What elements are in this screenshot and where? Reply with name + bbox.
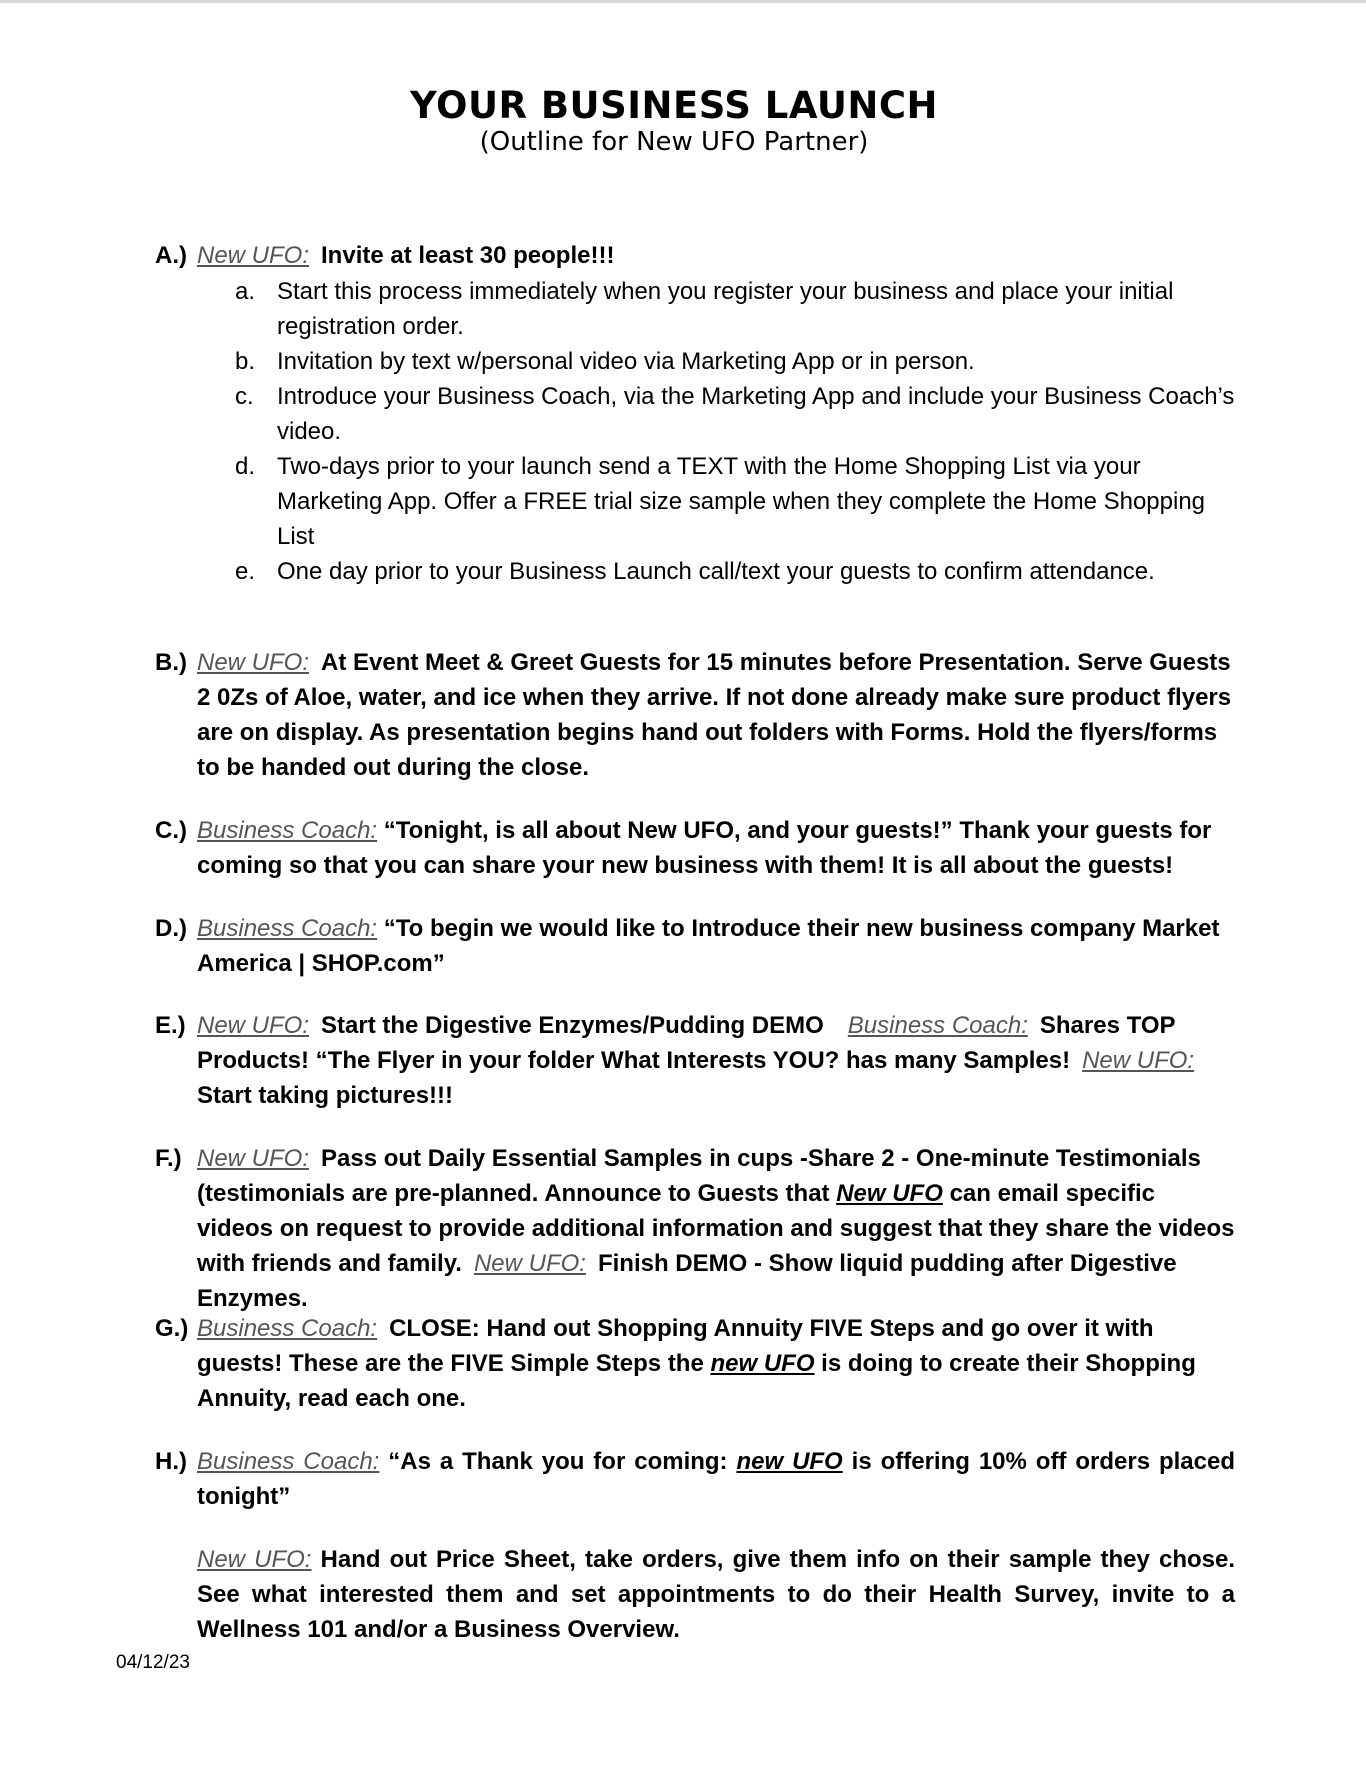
document-title: YOUR BUSINESS LAUNCH xyxy=(410,84,938,127)
role-new-ufo: New UFO: xyxy=(197,1546,312,1573)
section-text: Shares TOP Products! “The Flyer in your folder What Interests YOU? has many Samples! xyxy=(197,1012,1176,1074)
list-item-text: Invitation by text w/personal video via Marketing App or in person. xyxy=(277,348,975,375)
role-business-coach: Business Coach: xyxy=(847,1012,1028,1039)
section-h xyxy=(155,1444,1235,1647)
section-h-followup xyxy=(197,1542,1235,1647)
list-marker: d. xyxy=(235,453,256,480)
section-text: Pass out Daily Essential Samples in cups -Share 2 - One-minute Testimonials (testimonials are pre-planned. Announce to Guests that xyxy=(197,1145,1201,1207)
section-g xyxy=(155,1311,1235,1416)
section-e xyxy=(155,1008,1235,1113)
footer-date: 04/12/23 xyxy=(116,1652,190,1673)
section-label: G.) xyxy=(155,1315,189,1342)
list-marker: a. xyxy=(235,278,256,305)
list-item xyxy=(235,554,1235,589)
list-marker: e. xyxy=(235,558,256,585)
section-text: is offering 10% off orders placed tonight” xyxy=(197,1448,1235,1510)
role-new-ufo: New UFO: xyxy=(1082,1047,1195,1074)
list-marker: c. xyxy=(235,383,254,410)
list-item-text: Start this process immediately when you register your business and place your initial registration order. xyxy=(277,278,1174,340)
role-business-coach: Business Coach: xyxy=(197,915,378,942)
section-label: H.) xyxy=(155,1448,187,1475)
document-subtitle: (Outline for New UFO Partner) xyxy=(479,127,869,157)
list-item-text: Introduce your Business Coach, via the Marketing App and include your Business Coach’s video. xyxy=(277,383,1235,445)
section-text: Hand out Price Sheet, take orders, give them info on their sample they chose. See what interested them and set appointments to do their Health Survey, invite to a Wellness 101 and/or a Business Overview. xyxy=(197,1546,1236,1643)
section-text: “To begin we would like to Introduce their new business company Market America | SHOP.com” xyxy=(197,915,1220,977)
role-new-ufo: New UFO: xyxy=(197,649,310,676)
section-label: E.) xyxy=(155,1012,186,1039)
section-h-body xyxy=(197,1444,1235,1514)
section-text: CLOSE: Hand out Shopping Annuity FIVE Steps and go over it with guests! These are the FIVE Simple Steps the xyxy=(197,1315,1154,1377)
section-b xyxy=(155,645,1235,785)
section-c xyxy=(155,813,1235,883)
new-ufo-emphasis: new UFO xyxy=(710,1350,815,1377)
section-text: Finish DEMO - Show liquid pudding after Digestive Enzymes. xyxy=(197,1250,1177,1312)
role-new-ufo: New UFO: xyxy=(197,1145,310,1172)
section-f-body xyxy=(197,1141,1235,1316)
list-item xyxy=(235,344,1235,379)
list-item xyxy=(235,379,1235,449)
section-e-body xyxy=(197,1008,1235,1113)
section-text: “As a Thank you for coming: xyxy=(388,1448,728,1475)
list-item xyxy=(235,274,1235,344)
new-ufo-emphasis: New UFO xyxy=(836,1180,943,1207)
section-label: B.) xyxy=(155,649,187,676)
role-new-ufo: New UFO: xyxy=(197,1012,310,1039)
section-label: C.) xyxy=(155,817,187,844)
section-label: A.) xyxy=(155,242,187,269)
section-d xyxy=(155,911,1235,981)
role-new-ufo: New UFO: xyxy=(197,242,310,269)
section-label: F.) xyxy=(155,1145,182,1172)
section-text: is doing to create their Shopping Annuity, read each one. xyxy=(197,1350,1196,1412)
role-business-coach: Business Coach: xyxy=(197,1315,378,1342)
section-d-body xyxy=(197,911,1235,981)
section-text: Start taking pictures!!! xyxy=(197,1082,454,1109)
list-item-text: Two-days prior to your launch send a TEXT with the Home Shopping List via your Marketing App. Offer a FREE trial size sample when they complete the Home Shopping List xyxy=(277,453,1206,550)
section-a xyxy=(155,238,1235,273)
section-text: Start the Digestive Enzymes/Pudding DEMO xyxy=(321,1012,824,1039)
new-ufo-emphasis: new UFO xyxy=(736,1448,843,1475)
list-marker: b. xyxy=(235,348,256,375)
role-business-coach: Business Coach: xyxy=(197,1448,380,1475)
list-item-text: One day prior to your Business Launch call/text your guests to confirm attendance. xyxy=(277,558,1155,585)
section-text: can email specific videos on request to provide additional information and suggest that they share the videos with friends and family. xyxy=(197,1180,1235,1277)
role-business-coach: Business Coach: xyxy=(197,817,378,844)
section-b-body xyxy=(197,645,1235,785)
list-item xyxy=(235,449,1235,554)
section-c-body xyxy=(197,813,1235,883)
section-f xyxy=(155,1141,1235,1316)
section-a-sublist xyxy=(235,274,1235,589)
section-text: At Event Meet & Greet Guests for 15 minutes before Presentation. Serve Guests 2 0Zs of Aloe, water, and ice when they arrive. If not done already make sure product flyers are on display. As presentation begins hand out folders with Forms. Hold the flyers/forms to be handed out during the close. xyxy=(197,649,1232,781)
section-label: D.) xyxy=(155,915,187,942)
section-g-body xyxy=(197,1311,1235,1416)
section-heading: Invite at least 30 people!!! xyxy=(321,242,615,269)
section-a-heading xyxy=(197,238,1235,273)
role-new-ufo: New UFO: xyxy=(473,1250,586,1277)
section-text: “Tonight, is all about New UFO, and your guests!” Thank your guests for coming so that you can share your new business with them! It is all about the guests! xyxy=(197,817,1212,879)
